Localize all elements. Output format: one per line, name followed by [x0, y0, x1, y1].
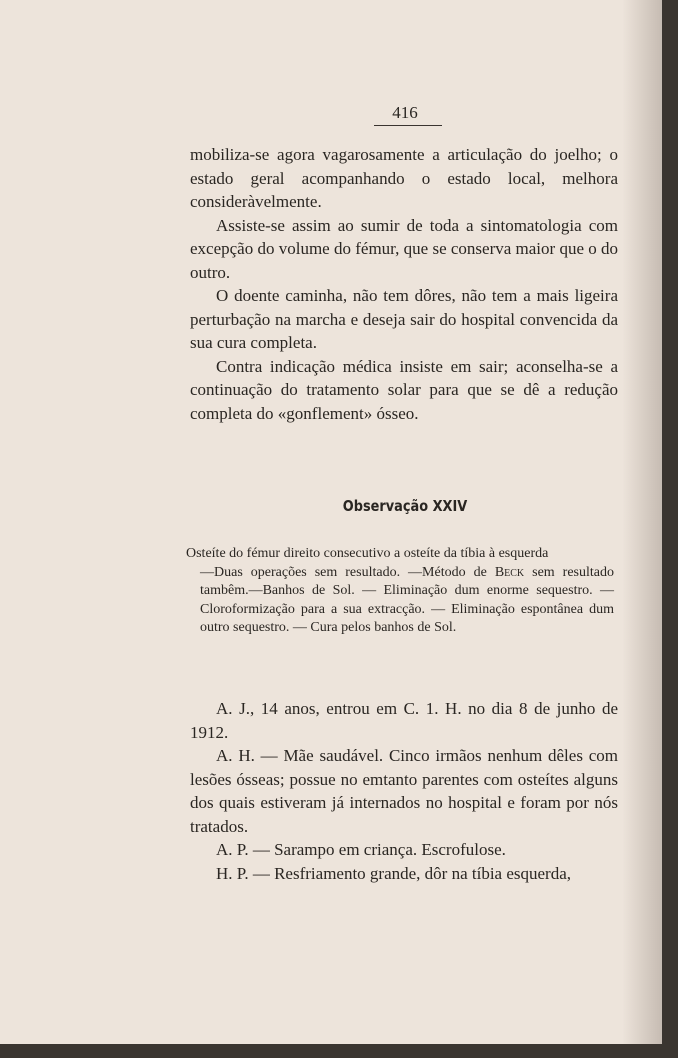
observation-summary	[186, 545, 614, 638]
summary-text: sem resultado tambêm.—Banhos de Sol. — Eliminação dum enorme sequestro. — Cloroformização para a sua extracção. — Eliminação espontânea dum outro sequestro. — Cura pelos banhos de Sol.	[200, 564, 615, 636]
case-text-block	[190, 697, 618, 885]
page-edge-shadow	[622, 0, 662, 1044]
summary-continuation	[186, 564, 614, 638]
paragraph: A. J., 14 anos, entrou em C. 1. H. no dia 8 de junho de 1912.	[190, 699, 618, 742]
summary-author-name: Beck	[494, 564, 525, 580]
paragraph: A. P. — Sarampo em criança. Escrofulose.	[216, 840, 506, 859]
paragraph: H. P. — Resfriamento grande, dôr na tíbia esquerda,	[216, 863, 572, 883]
summary-first-line: Osteíte do fémur direito consecutivo a osteíte da tíbia à esquerda	[186, 546, 549, 561]
top-text-block	[190, 143, 618, 425]
paragraph: Contra indicação médica insiste em sair; aconselha-se a continuação do tratamento solar para que se dê a redução completa do «gonflement» ósseo.	[190, 356, 618, 423]
paragraph: Assiste-se assim ao sumir de toda a sintomatologia com excepção do volume do fémur, que se conserva maior que o do outro.	[190, 215, 618, 282]
paragraph: A. H. — Mãe saudável. Cinco irmãos nenhum dêles com lesões ósseas; possue no emtanto parentes com osteítes alguns dos quais estiveram já internados no hospital e foram por nós tratados.	[190, 746, 618, 836]
page-number-rule	[374, 125, 442, 126]
summary-text: —Duas operações sem resultado. —Método de	[200, 564, 495, 580]
paragraph: mobiliza-se agora vagarosamente a articulação do joelho; o estado geral acompanhando o estado local, melhora consideràvelmente.	[190, 145, 618, 211]
paragraph: O doente caminha, não tem dôres, não tem a mais ligeira perturbação na marcha e deseja sair do hospital convencida da sua cura completa.	[190, 286, 618, 352]
page-number: 416	[392, 103, 418, 122]
observation-heading: Observação XXIV	[342, 497, 468, 515]
